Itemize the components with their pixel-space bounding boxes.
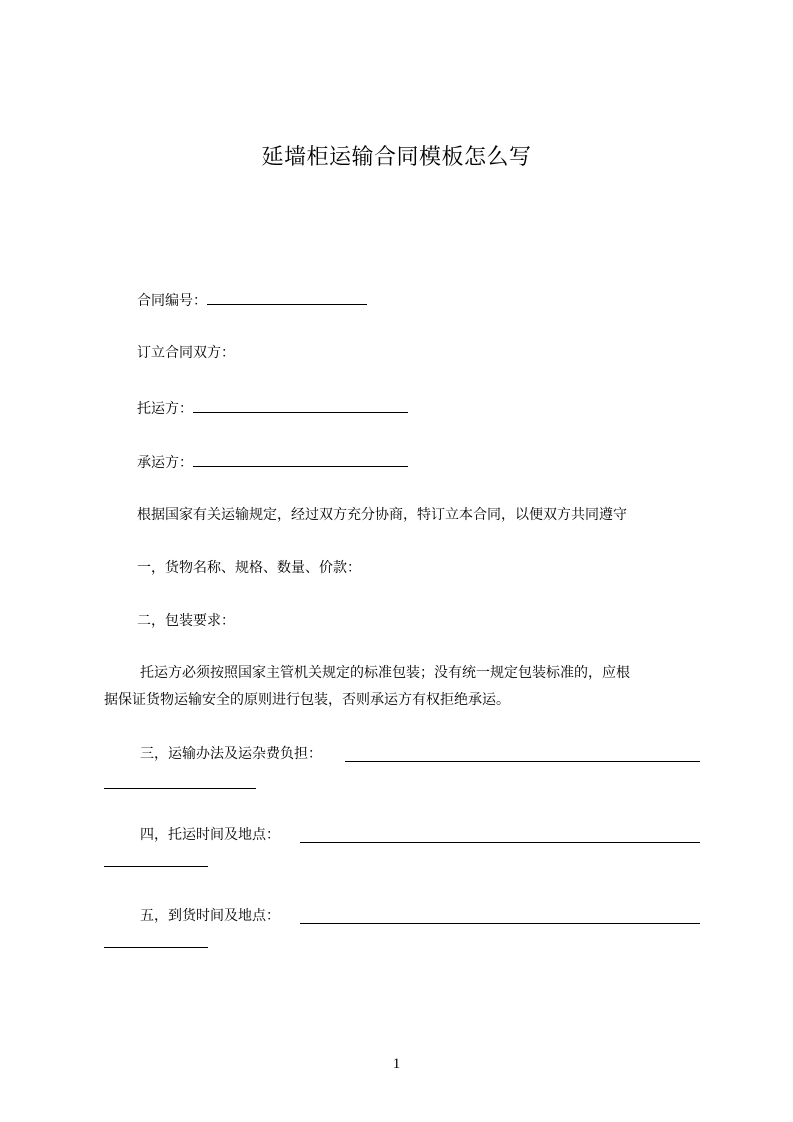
parties-label: 订立合同双方： (137, 345, 235, 361)
preamble-text: 根据国家有关运输规定，经过双方充分协商，特订立本合同，以便双方共同遵守 (137, 507, 627, 523)
section-4-blank-continued[interactable] (104, 866, 208, 867)
section-4-heading: 四，托运时间及地点： (140, 827, 280, 843)
section-4-blank[interactable] (300, 842, 700, 843)
contract-number-label: 合同编号： (137, 293, 207, 309)
section-1-heading: 一，货物名称、规格、数量、价款： (137, 560, 361, 576)
section-5-heading: 五，到货时间及地点： (140, 908, 280, 924)
carrier-blank[interactable] (193, 452, 408, 467)
contract-number-line (137, 290, 367, 311)
carrier-line (137, 452, 408, 473)
shipper-label: 托运方： (137, 401, 193, 417)
shipper-blank[interactable] (193, 398, 408, 413)
section-5-blank-continued[interactable] (104, 947, 208, 948)
section-3-blank[interactable] (345, 761, 700, 762)
document-title: 延墙柜运输合同模板怎么写 (261, 145, 532, 170)
contract-number-blank[interactable] (207, 290, 367, 305)
section-2-heading: 二，包装要求： (137, 613, 235, 629)
section-3-blank-continued[interactable] (104, 788, 256, 789)
page-number: 1 (392, 1056, 401, 1072)
section-5-blank[interactable] (300, 923, 700, 924)
section-2-body-line-2: 据保证货物运输安全的原则进行包装，否则承运方有权拒绝承运。 (104, 692, 510, 708)
section-2-body (104, 660, 704, 714)
section-2-body-line-1: 托运方必须按照国家主管机关规定的标准包装；没有统一规定包装标准的，应根 (140, 665, 630, 681)
section-3-heading: 三，运输办法及运杂费负担： (140, 746, 322, 762)
carrier-label: 承运方： (137, 455, 193, 471)
shipper-line (137, 398, 408, 419)
